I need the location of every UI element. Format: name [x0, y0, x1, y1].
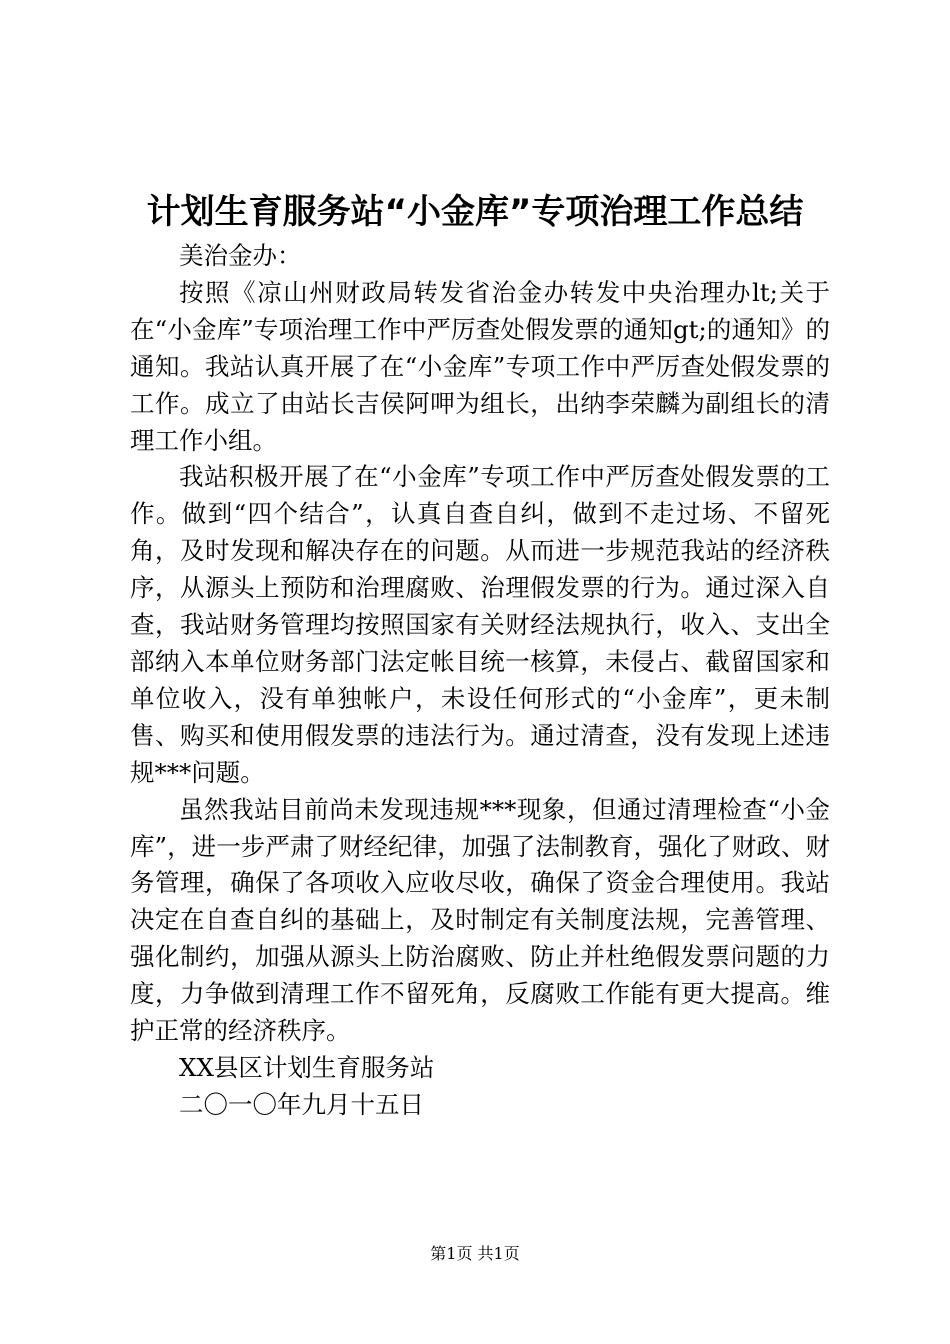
date-line: 二〇一〇年九月十五日 [179, 1089, 424, 1119]
signature: XX县区计划生育服务站 [179, 1052, 435, 1082]
salutation: 美治金办： [179, 241, 302, 270]
paragraph-2: 我站积极开展了在“小金库”专项工作中严厉查处假发票的工作。做到“四个结合”，认真自查自纠，做到不走过场、不留死角，及时发现和解决存在的问题。从而进一步规范我站的经济秩序，从源头上预防和治理腐败、治理假发票的行为。通过深入自查，我站财务管理均按照国家有关财经法规执行，收入、支出全部纳入本单位财务部门法定帐目统一核算，未侵占、截留国家和单位收入，没有单独帐户，未设任何形式的“小金库”，更未制售、购买和使用假发票的违法行为。通过清查，没有发现上述违规***问题。 [130, 462, 830, 787]
paragraph-3: 虽然我站目前尚未发现违规***现象，但通过清理检查“小金库”，进一步严肃了财经纪律，加强了法制教育，强化了财政、财务管理，确保了各项收入应收尽收，确保了资金合理使用。我站决定在自查自纠的基础上，及时制定有关制度法规，完善管理、强化制约，加强从源头上防治腐败、防止并杜绝假发票问题的力度，力争做到清理工作不留死角，反腐败工作能有更大提高。维护正常的经济秩序。 [130, 794, 830, 1046]
document-body [130, 238, 830, 1124]
page-footer: 第1页 共1页 [430, 1244, 520, 1263]
paragraph-1: 按照《凉山州财政局转发省治金办转发中央治理办lt;关于在“小金库”专项治理工作中严厉查处假发票的通知gt;的通知》的通知。我站认真开展了在“小金库”专项工作中严厉查处假发票的工作。成立了由站长吉侯阿呷为组长，出纳李荣麟为副组长的清理工作小组。 [130, 277, 830, 455]
document-title: 计划生育服务站“小金库”专项治理工作总结 [146, 192, 804, 232]
